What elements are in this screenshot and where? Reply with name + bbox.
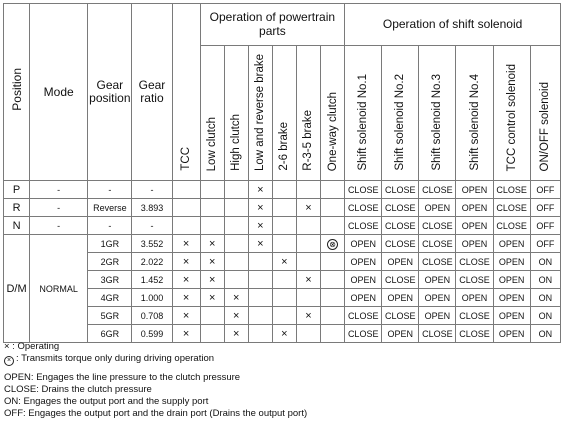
low-clutch-cell: × bbox=[200, 253, 224, 271]
shift-solenoid-group-header: Operation of shift solenoid bbox=[345, 4, 561, 46]
brake-r-3-5-cell bbox=[296, 325, 320, 343]
brake-r-3-5-header: R-3-5 brake bbox=[296, 45, 320, 180]
note-one-way-text: : Transmits torque only during driving operation bbox=[16, 353, 215, 364]
shift-solenoid-1-cell: CLOSE bbox=[345, 199, 382, 217]
one-way-clutch-cell bbox=[321, 307, 345, 325]
table-row bbox=[4, 289, 561, 307]
gear-ratio-cell: 1.452 bbox=[132, 271, 172, 289]
low-clutch-cell: × bbox=[200, 271, 224, 289]
table-row bbox=[4, 181, 561, 199]
brake-2-6-cell: × bbox=[272, 325, 296, 343]
tcc-cell: × bbox=[172, 235, 200, 253]
low-reverse-brake-cell: × bbox=[248, 217, 272, 235]
mode-cell: NORMAL bbox=[30, 235, 88, 343]
gear-ratio-cell: 2.022 bbox=[132, 253, 172, 271]
shift-solenoid-1-cell: OPEN bbox=[345, 271, 382, 289]
position-cell: D/M bbox=[4, 235, 30, 343]
note-on: ON: Engages the output port and the supply port bbox=[4, 396, 209, 407]
low-reverse-brake-cell bbox=[248, 253, 272, 271]
shift-solenoid-4-cell: OPEN bbox=[456, 235, 493, 253]
brake-r-3-5-cell bbox=[296, 289, 320, 307]
brake-r-3-5-cell bbox=[296, 253, 320, 271]
brake-r-3-5-cell: × bbox=[296, 199, 320, 217]
shift-solenoid-2-cell: CLOSE bbox=[382, 307, 419, 325]
tcc-control-solenoid-cell: OPEN bbox=[493, 253, 530, 271]
shift-solenoid-3-cell: CLOSE bbox=[419, 217, 456, 235]
one-way-clutch-cell bbox=[321, 199, 345, 217]
shift-solenoid-3-cell: CLOSE bbox=[419, 325, 456, 343]
tcc-cell bbox=[172, 199, 200, 217]
note-off: OFF: Engages the output port and the drain port (Drains the output port) bbox=[4, 408, 308, 419]
shift-solenoid-3-cell: OPEN bbox=[419, 289, 456, 307]
brake-2-6-cell bbox=[272, 289, 296, 307]
low-clutch-header: Low clutch bbox=[200, 45, 224, 180]
tcc-cell bbox=[172, 217, 200, 235]
on-off-solenoid-cell: ON bbox=[530, 325, 560, 343]
one-way-clutch-header: One-way clutch bbox=[321, 45, 345, 180]
note-one-way bbox=[4, 353, 307, 366]
shift-solenoid-3-cell: CLOSE bbox=[419, 253, 456, 271]
shift-solenoid-2-cell: CLOSE bbox=[382, 199, 419, 217]
high-clutch-cell bbox=[224, 253, 248, 271]
tcc-control-solenoid-cell: OPEN bbox=[493, 307, 530, 325]
low-reverse-brake-cell bbox=[248, 325, 272, 343]
brake-2-6-cell: × bbox=[272, 253, 296, 271]
one-way-mark-icon: ⊗ bbox=[327, 239, 338, 250]
position-cell: R bbox=[4, 199, 30, 217]
shift-solenoid-2-cell: OPEN bbox=[382, 325, 419, 343]
mode-cell: - bbox=[30, 199, 88, 217]
shift-solenoid-2-cell: OPEN bbox=[382, 289, 419, 307]
shift-solenoid-1-cell: CLOSE bbox=[345, 217, 382, 235]
one-way-clutch-cell bbox=[321, 235, 345, 253]
brake-2-6-cell bbox=[272, 217, 296, 235]
tcc-cell: × bbox=[172, 253, 200, 271]
high-clutch-cell bbox=[224, 235, 248, 253]
brake-2-6-cell bbox=[272, 235, 296, 253]
tcc-control-solenoid-cell: CLOSE bbox=[493, 181, 530, 199]
table-row bbox=[4, 325, 561, 343]
one-way-symbol-icon: × bbox=[4, 356, 14, 366]
table-row bbox=[4, 271, 561, 289]
shift-solenoid-1-cell: CLOSE bbox=[345, 181, 382, 199]
shift-solenoid-2-cell: CLOSE bbox=[382, 271, 419, 289]
shift-solenoid-1-cell: CLOSE bbox=[345, 307, 382, 325]
on-off-solenoid-cell: OFF bbox=[530, 217, 560, 235]
shift-solenoid-1-cell: OPEN bbox=[345, 253, 382, 271]
gear-position-cell: 3GR bbox=[88, 271, 132, 289]
position-cell: N bbox=[4, 217, 30, 235]
mode-header: Mode bbox=[30, 4, 88, 181]
shift-solenoid-3-header: Shift solenoid No.3 bbox=[419, 45, 456, 180]
tcc-cell bbox=[172, 181, 200, 199]
tcc-control-solenoid-cell: OPEN bbox=[493, 325, 530, 343]
brake-2-6-cell bbox=[272, 181, 296, 199]
on-off-solenoid-cell: ON bbox=[530, 289, 560, 307]
shift-solenoid-1-cell: OPEN bbox=[345, 289, 382, 307]
shift-solenoid-4-cell: CLOSE bbox=[456, 325, 493, 343]
low-reverse-brake-cell bbox=[248, 307, 272, 325]
high-clutch-header: High clutch bbox=[224, 45, 248, 180]
shift-solenoid-3-cell: CLOSE bbox=[419, 181, 456, 199]
low-clutch-cell bbox=[200, 217, 224, 235]
high-clutch-cell bbox=[224, 199, 248, 217]
table-row bbox=[4, 199, 561, 217]
high-clutch-cell: × bbox=[224, 307, 248, 325]
shift-solenoid-3-cell: OPEN bbox=[419, 307, 456, 325]
table-body bbox=[4, 181, 561, 343]
shift-solenoid-4-cell: OPEN bbox=[456, 217, 493, 235]
shift-solenoid-4-cell: CLOSE bbox=[456, 307, 493, 325]
on-off-solenoid-cell: ON bbox=[530, 253, 560, 271]
brake-r-3-5-cell bbox=[296, 181, 320, 199]
position-header: Position bbox=[4, 4, 30, 181]
low-clutch-cell: × bbox=[200, 235, 224, 253]
tcc-control-solenoid-cell: OPEN bbox=[493, 289, 530, 307]
on-off-solenoid-cell: OFF bbox=[530, 181, 560, 199]
low-clutch-cell bbox=[200, 199, 224, 217]
on-off-solenoid-header: ON/OFF solenoid bbox=[530, 45, 560, 180]
low-clutch-cell: × bbox=[200, 289, 224, 307]
gear-position-cell: Reverse bbox=[88, 199, 132, 217]
tcc-cell: × bbox=[172, 271, 200, 289]
shift-solenoid-2-header: Shift solenoid No.2 bbox=[382, 45, 419, 180]
gear-ratio-cell: - bbox=[132, 217, 172, 235]
shift-solenoid-4-cell: OPEN bbox=[456, 289, 493, 307]
table-row bbox=[4, 235, 561, 253]
tcc-cell: × bbox=[172, 289, 200, 307]
brake-r-3-5-cell bbox=[296, 217, 320, 235]
gear-position-cell: 2GR bbox=[88, 253, 132, 271]
brake-2-6-header: 2-6 brake bbox=[272, 45, 296, 180]
gear-ratio-header: Gear ratio bbox=[132, 4, 172, 181]
brake-2-6-cell bbox=[272, 271, 296, 289]
gear-ratio-cell: 3.552 bbox=[132, 235, 172, 253]
low-reverse-brake-cell bbox=[248, 271, 272, 289]
one-way-clutch-cell bbox=[321, 325, 345, 343]
gear-ratio-cell: 3.893 bbox=[132, 199, 172, 217]
on-off-solenoid-cell: ON bbox=[530, 271, 560, 289]
note-open: OPEN: Engages the line pressure to the clutch pressure bbox=[4, 372, 241, 383]
on-off-solenoid-cell: ON bbox=[530, 307, 560, 325]
low-reverse-brake-header: Low and reverse brake bbox=[248, 45, 272, 180]
low-reverse-brake-cell: × bbox=[248, 199, 272, 217]
tcc-control-solenoid-header: TCC control solenoid bbox=[493, 45, 530, 180]
tcc-control-solenoid-cell: CLOSE bbox=[493, 217, 530, 235]
one-way-clutch-cell bbox=[321, 181, 345, 199]
low-reverse-brake-cell: × bbox=[248, 181, 272, 199]
low-clutch-cell bbox=[200, 181, 224, 199]
shift-solenoid-3-cell: OPEN bbox=[419, 271, 456, 289]
gear-position-cell: - bbox=[88, 217, 132, 235]
tcc-cell: × bbox=[172, 307, 200, 325]
shift-solenoid-2-cell: OPEN bbox=[382, 253, 419, 271]
brake-r-3-5-cell bbox=[296, 235, 320, 253]
gear-position-cell: 6GR bbox=[88, 325, 132, 343]
table-row bbox=[4, 307, 561, 325]
high-clutch-cell bbox=[224, 271, 248, 289]
gear-position-header: Gear position bbox=[88, 4, 132, 181]
shift-solenoid-1-header: Shift solenoid No.1 bbox=[345, 45, 382, 180]
gear-ratio-cell: - bbox=[132, 181, 172, 199]
shift-solenoid-4-cell: CLOSE bbox=[456, 271, 493, 289]
gear-position-cell: 5GR bbox=[88, 307, 132, 325]
note-operating: × : Operating bbox=[4, 341, 60, 352]
shift-solenoid-2-cell: CLOSE bbox=[382, 217, 419, 235]
mode-cell: - bbox=[30, 181, 88, 199]
one-way-clutch-cell bbox=[321, 271, 345, 289]
table-header bbox=[4, 4, 561, 181]
tcc-cell: × bbox=[172, 325, 200, 343]
gear-ratio-cell: 0.599 bbox=[132, 325, 172, 343]
shift-solenoid-4-cell: OPEN bbox=[456, 181, 493, 199]
low-clutch-cell bbox=[200, 307, 224, 325]
one-way-clutch-cell bbox=[321, 253, 345, 271]
gear-position-cell: 4GR bbox=[88, 289, 132, 307]
low-reverse-brake-cell: × bbox=[248, 235, 272, 253]
gear-position-cell: - bbox=[88, 181, 132, 199]
gear-position-cell: 1GR bbox=[88, 235, 132, 253]
brake-2-6-cell bbox=[272, 307, 296, 325]
shift-solenoid-4-cell: OPEN bbox=[456, 199, 493, 217]
high-clutch-cell: × bbox=[224, 289, 248, 307]
low-clutch-cell bbox=[200, 325, 224, 343]
tcc-control-solenoid-cell: OPEN bbox=[493, 235, 530, 253]
brake-r-3-5-cell: × bbox=[296, 307, 320, 325]
tcc-header: TCC bbox=[172, 4, 200, 181]
tcc-control-solenoid-cell: CLOSE bbox=[493, 199, 530, 217]
shift-solenoid-4-cell: CLOSE bbox=[456, 253, 493, 271]
brake-r-3-5-cell: × bbox=[296, 271, 320, 289]
shift-solenoid-2-cell: CLOSE bbox=[382, 181, 419, 199]
position-cell: P bbox=[4, 181, 30, 199]
shift-solenoid-2-cell: CLOSE bbox=[382, 235, 419, 253]
table-row bbox=[4, 253, 561, 271]
on-off-solenoid-cell: OFF bbox=[530, 235, 560, 253]
mode-cell: - bbox=[30, 217, 88, 235]
legend-notes bbox=[4, 341, 307, 420]
brake-2-6-cell bbox=[272, 199, 296, 217]
shift-solenoid-1-cell: CLOSE bbox=[345, 325, 382, 343]
on-off-solenoid-cell: OFF bbox=[530, 199, 560, 217]
shift-solenoid-3-cell: CLOSE bbox=[419, 235, 456, 253]
one-way-clutch-cell bbox=[321, 289, 345, 307]
tcc-control-solenoid-cell: OPEN bbox=[493, 271, 530, 289]
note-close: CLOSE: Drains the clutch pressure bbox=[4, 384, 152, 395]
operation-table bbox=[3, 3, 561, 343]
table-row bbox=[4, 217, 561, 235]
shift-solenoid-4-header: Shift solenoid No.4 bbox=[456, 45, 493, 180]
powertrain-group-header: Operation of powertrain parts bbox=[200, 4, 345, 46]
gear-ratio-cell: 1.000 bbox=[132, 289, 172, 307]
shift-solenoid-3-cell: OPEN bbox=[419, 199, 456, 217]
shift-solenoid-1-cell: OPEN bbox=[345, 235, 382, 253]
one-way-clutch-cell bbox=[321, 217, 345, 235]
high-clutch-cell bbox=[224, 217, 248, 235]
low-reverse-brake-cell bbox=[248, 289, 272, 307]
high-clutch-cell: × bbox=[224, 325, 248, 343]
gear-ratio-cell: 0.708 bbox=[132, 307, 172, 325]
high-clutch-cell bbox=[224, 181, 248, 199]
